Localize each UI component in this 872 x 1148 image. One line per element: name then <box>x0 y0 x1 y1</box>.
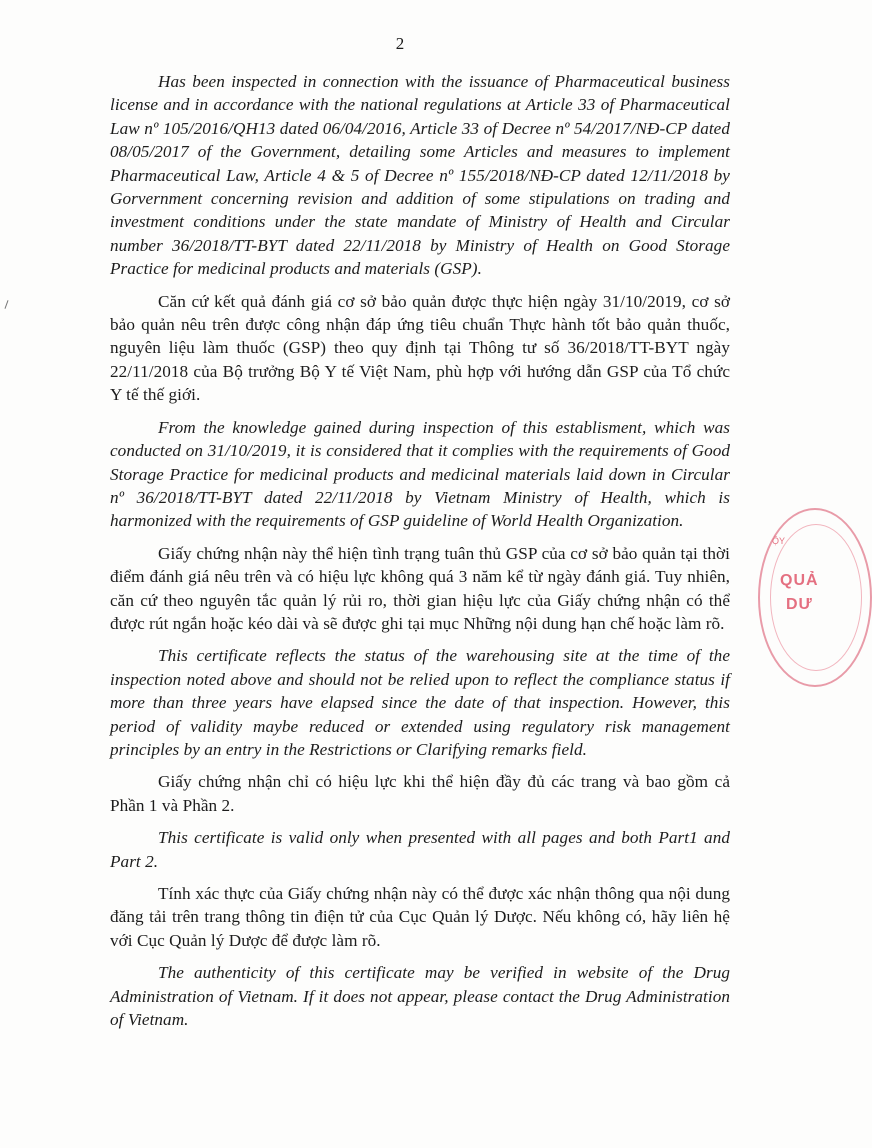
paragraph-validity-en: This certificate reflects the status of the warehousing site at the time of the inspection noted above and should not be relied upon to reflect the compliance status if more than three years have elapsed since the date of that inspection. However, this period of validity maybe reduced or extended using regulatory risk management principles by an entry in the Restrictions or Clarifying remarks field. <box>110 646 730 759</box>
paragraph-pages-en: This certificate is valid only when presented with all pages and both Part1 and Part 2. <box>110 828 730 871</box>
paragraph-assessment-result-en: From the knowledge gained during inspection of this establisment, which was conducted on 31/10/2019, it is considered that it complies with the requirements of Good Storage Practice for medicinal products and medicinal materials laid down in Circular nº 36/2018/TT-BYT dated 22/11/2018 by Vietnam Ministry of Health, which is harmonized with the requirements of GSP guideline of World Health Organization. <box>110 417 730 531</box>
stamp-inner-ring <box>770 524 862 671</box>
stamp-small-text: ỘY <box>772 536 786 546</box>
paragraph-authenticity-vi: Tính xác thực của Giấy chứng nhận này có thể được xác nhận thông qua nội dung đăng tải trên trang thông tin điện tử của Cục Quản lý Dược. Nếu không có, hãy liên hệ với Cục Quản lý Dược để được làm rõ. <box>110 884 730 950</box>
page-number: 2 <box>395 34 405 53</box>
margin-mark <box>4 300 8 309</box>
paragraph-authenticity-en: The authenticity of this certificate may be verified in website of the Drug Administration of Vietnam. If it does not appear, please contact the Drug Administration of Vietnam. <box>110 963 730 1030</box>
paragraph-assessment-result-vi: Căn cứ kết quả đánh giá cơ sở bảo quản được thực hiện ngày 31/10/2019, cơ sở bảo quản nêu trên được công nhận đáp ứng tiêu chuẩn Thực hành tốt bảo quản thuốc, nguyên liệu làm thuốc (GSP) theo quy định tại Thông tư số 36/2018/TT-BYT ngày 22/11/2018 của Bộ trưởng Bộ Y tế Việt Nam, phù hợp với hướng dẫn GSP của Tổ chức Y tế thế giới. <box>110 291 730 405</box>
official-stamp <box>758 508 872 687</box>
document-body <box>110 70 730 1040</box>
paragraph-validity-vi: Giấy chứng nhận này thể hiện tình trạng tuân thủ GSP của cơ sở bảo quản tại thời điểm đánh giá nêu trên và có hiệu lực không quá 3 năm kể từ ngày đánh giá. Tuy nhiên, căn cứ theo nguyên tắc quản lý rủi ro, thời gian hiệu lực của Giấy chứng nhận có thể được rút ngắn hoặc kéo dài và sẽ được ghi tại mục Những nội dung hạn chế hoặc làm rõ. <box>110 543 730 633</box>
stamp-text-line2: DƯ <box>786 596 813 613</box>
paragraph-inspection-basis-en: Has been inspected in connection with the issuance of Pharmaceutical business license and in accordance with the national regulations at Article 33 of Pharmaceutical Law nº 105/2016/QH13 dated 06/04/2016, Article 33 of Decree nº 54/2017/NĐ-CP dated 08/05/2017 of the Government, detailing some Articles and measures to implement Pharmaceutical Law, Article 4 & 5 of Decree nº 155/2018/NĐ-CP dated 12/11/2018 by Gorvernment concerning revision and addition of some stipulations on trading and investment conditions under the state mandate of Ministry of Health and Circular number 36/2018/TT-BYT dated 22/11/2018 by Ministry of Health on Good Storage Practice for medicinal products and materials (GSP). <box>110 72 730 279</box>
stamp-text-line1: QUẢ <box>780 572 819 589</box>
paragraph-pages-vi: Giấy chứng nhận chỉ có hiệu lực khi thể hiện đầy đủ các trang và bao gồm cả Phần 1 và Phần 2. <box>110 772 730 815</box>
